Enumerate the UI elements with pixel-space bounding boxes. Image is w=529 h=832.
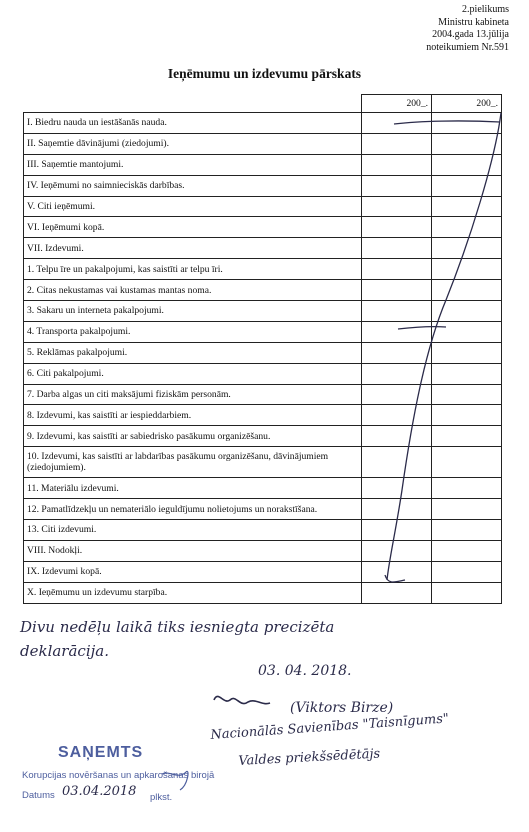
row-label: 6. Citi pakalpojumi. [24, 363, 362, 384]
appendix-line: 2004.gada 13.jūlija [432, 29, 509, 40]
row-label: V. Citi ieņēmumi. [24, 196, 362, 217]
document-title: Ieņēmumu un izdevumu pārskats [167, 66, 362, 81]
appendix-line: 2.pielikums [462, 4, 509, 15]
stamp-time-label: plkst. [150, 792, 173, 803]
diagonal-stroke [387, 113, 501, 580]
row-label: IX. Izdevumi kopā. [24, 561, 362, 582]
row-label: VII. Izdevumi. [24, 238, 362, 259]
handwritten-organization: Nacionālās Savienības "Taisnīgums" [210, 711, 450, 743]
column-year-1: 200_. [362, 95, 432, 113]
row-label: 1. Telpu īre un pakalpojumi, kas saistīti ar telpu īri. [24, 259, 362, 280]
row-label: I. Biedru nauda un iestāšanās nauda. [24, 113, 362, 134]
row-label: 8. Izdevumi, kas saistīti ar iespieddarbiem. [24, 405, 362, 426]
signature-scribble [214, 696, 270, 703]
handwritten-note-line-2: deklarācija. [20, 642, 109, 660]
appendix-line: noteikumiem Nr.591 [426, 41, 509, 53]
stamp-date-label: Datums [22, 790, 55, 801]
row-label: 2. Citas nekustamas vai kustamas mantas noma. [24, 280, 362, 301]
row-label: IV. Ieņēmumi no saimnieciskās darbības. [24, 175, 362, 196]
row-label: 11. Materiālu izdevumi. [24, 478, 362, 499]
handwritten-name: (Viktors Birze) [290, 700, 394, 716]
row-label: 10. Izdevumi, kas saistīti ar labdarības pasākumu organizēšanu, dāvinājumiem (ziedojumiem). [24, 447, 362, 478]
row-label: 9. Izdevumi, kas saistīti ar sabiedrisko pasākumu organizēšanu. [24, 426, 362, 447]
stamp-date-value: 03.04.2018 [62, 784, 137, 799]
row-label: II. Saņemtie dāvinājumi (ziedojumi). [24, 133, 362, 154]
handwritten-note-line-1: Divu nedēļu laikā tiks iesniegta precizēta [20, 618, 335, 636]
stamp-office: Korupcijas novēršanas un apkarošanas birojā [22, 770, 215, 781]
row-label: X. Ieņēmumu un izdevumu starpība. [24, 582, 362, 603]
line-through-stroke [398, 327, 446, 329]
appendix-line: Ministru kabineta [438, 16, 509, 28]
line-through-stroke [394, 121, 500, 124]
row-label: 4. Transporta pakalpojumi. [24, 321, 362, 342]
row-label: III. Saņemtie mantojumi. [24, 154, 362, 175]
row-label: 3. Sakaru un interneta pakalpojumi. [24, 301, 362, 322]
row-label: VI. Ieņēmumi kopā. [24, 217, 362, 238]
row-label: 13. Citi izdevumi. [24, 520, 362, 541]
handwritten-date: 03. 04. 2018. [258, 663, 352, 679]
row-label: 5. Reklāmas pakalpojumi. [24, 342, 362, 363]
row-label: 7. Darba algas un citi maksājumi fiziskām personām. [24, 384, 362, 405]
row-label: VIII. Nodokļi. [24, 540, 362, 561]
stamp-title: SAŅEMTS [58, 744, 144, 761]
column-year-2: 200_. [432, 95, 502, 113]
row-label: 12. Pamatlīdzekļu un nemateriālo ieguldījumu nolietojums un norakstīšana. [24, 499, 362, 520]
handwritten-position: Valdes priekšsēdētājs [238, 746, 381, 769]
